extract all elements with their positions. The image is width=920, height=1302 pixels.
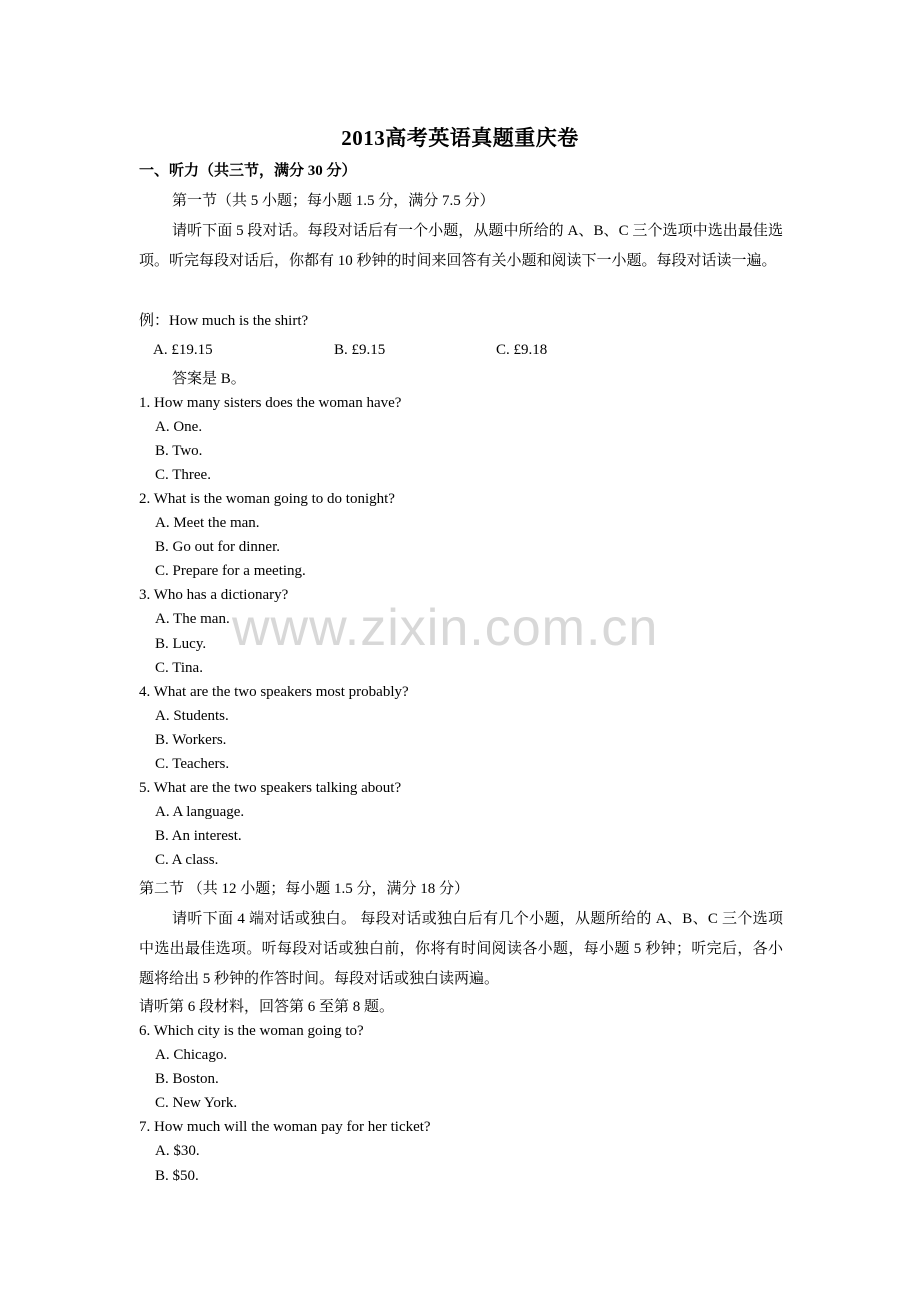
question-4-option-c: C. Teachers. bbox=[155, 756, 230, 772]
question-3-option-c: C. Tina. bbox=[155, 660, 203, 676]
section2-instructions: 请听下面 4 端对话或独白。 每段对话或独白后有几个小题，从题所给的 A、B、C 三个选项中选出最佳选项。听每段对话或独白前，你将有时间阅读各小题，每小题 5 秒钟；听完后，各小题将给出 5 秒钟的作答时间。每段对话或独白读两遍。 bbox=[139, 911, 783, 987]
question-6-option-a: A. Chicago. bbox=[155, 1047, 228, 1063]
question-2-option-c: C. Prepare for a meeting. bbox=[155, 563, 306, 579]
question-5-option-c: C. A class. bbox=[155, 852, 219, 868]
question-6-option-c: C. New York. bbox=[155, 1095, 238, 1111]
question-3: 3. Who has a dictionary? bbox=[139, 587, 289, 603]
example-option-b: B. £9.15 bbox=[334, 342, 386, 358]
question-6-option-b: B. Boston. bbox=[155, 1071, 219, 1087]
material-note: 请听第 6 段材料，回答第 6 至第 8 题。 bbox=[139, 999, 395, 1015]
question-3-option-a: A. The man. bbox=[155, 611, 230, 627]
section1-heading: 第一节（共 5 小题；每小题 1.5 分，满分 7.5 分） bbox=[172, 193, 495, 209]
question-7: 7. How much will the woman pay for her ticket? bbox=[139, 1119, 431, 1135]
question-7-option-a: A. $30. bbox=[155, 1143, 200, 1159]
question-1-option-c: C. Three. bbox=[155, 467, 211, 483]
question-2: 2. What is the woman going to do tonight? bbox=[139, 491, 395, 507]
example-question: 例：How much is the shirt? bbox=[139, 313, 309, 329]
question-1: 1. How many sisters does the woman have? bbox=[139, 395, 402, 411]
question-5-option-a: A. A language. bbox=[155, 804, 245, 820]
watermark: www.zixin.com.cn bbox=[232, 599, 659, 657]
part1-heading: 一、听力（共三节，满分 30 分） bbox=[139, 163, 357, 179]
question-2-option-b: B. Go out for dinner. bbox=[155, 539, 280, 555]
question-4-option-a: A. Students. bbox=[155, 708, 229, 724]
example-answer: 答案是 B。 bbox=[172, 371, 246, 387]
question-1-option-b: B. Two. bbox=[155, 443, 203, 459]
question-4: 4. What are the two speakers most probably? bbox=[139, 684, 409, 700]
section1-instructions: 请听下面 5 段对话。每段对话后有一个小题，从题中所给的 A、B、C 三个选项中选出最佳选项。听完每段对话后，你都有 10 秒钟的时间来回答有关小题和阅读下一小题。每段对话读一遍。 bbox=[139, 223, 783, 269]
question-1-option-a: A. One. bbox=[155, 419, 203, 435]
question-7-option-b: B. $50. bbox=[155, 1168, 199, 1184]
question-6: 6. Which city is the woman going to? bbox=[139, 1023, 364, 1039]
question-3-option-b: B. Lucy. bbox=[155, 636, 207, 652]
question-4-option-b: B. Workers. bbox=[155, 732, 227, 748]
question-5: 5. What are the two speakers talking about? bbox=[139, 780, 402, 796]
question-2-option-a: A. Meet the man. bbox=[155, 515, 260, 531]
section2-heading: 第二节 （共 12 小题；每小题 1.5 分，满分 18 分） bbox=[139, 881, 470, 897]
page-title: 2013高考英语真题重庆卷 bbox=[341, 126, 579, 150]
example-option-a: A. £19.15 bbox=[153, 342, 213, 358]
example-option-c: C. £9.18 bbox=[496, 342, 548, 358]
question-5-option-b: B. An interest. bbox=[155, 828, 242, 844]
